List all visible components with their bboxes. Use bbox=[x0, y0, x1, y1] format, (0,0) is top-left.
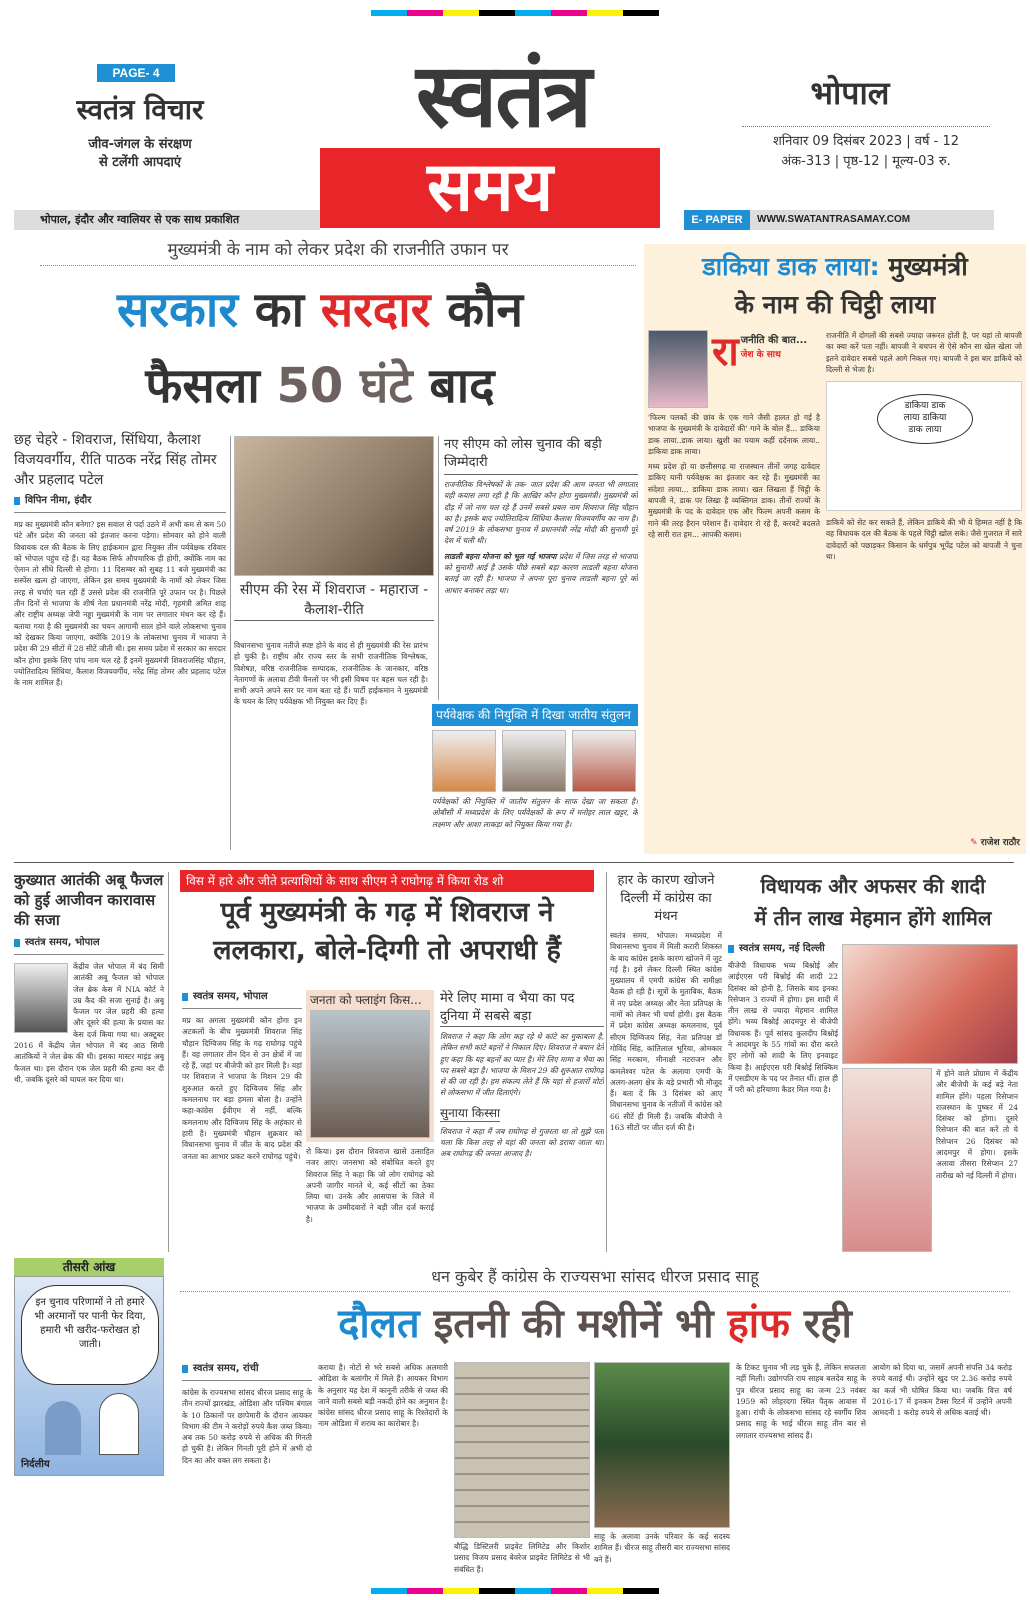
terror-headline[interactable]: कुख्यात आतंकी अबू फैजल को हुई आजीवन कारावास की सजा bbox=[14, 871, 164, 929]
cartoon-label: निर्दलीय bbox=[21, 1459, 50, 1470]
byline-marker-icon bbox=[728, 945, 734, 953]
terror-byline bbox=[14, 936, 164, 955]
sahu-photo-column bbox=[594, 1362, 730, 1582]
mama-heading: मेरे लिए मामा व भैया का पद दुनिया में सबसे बड़ा bbox=[440, 990, 604, 1027]
headline-rest: मुख्यमंत्री bbox=[888, 252, 968, 281]
registration-bar-bottom bbox=[0, 1588, 1030, 1594]
registration-bar-top bbox=[0, 10, 1030, 16]
shivraj-headline[interactable] bbox=[172, 894, 602, 970]
observers-banner: पर्यवेक्षक की नियुक्ति में दिखा जातीय संतुलन bbox=[432, 704, 638, 726]
section-title: स्वतंत्र विचार bbox=[76, 93, 204, 126]
drop-cap: रा bbox=[712, 330, 739, 375]
observer-photo-laxman bbox=[502, 730, 566, 792]
mama-body: शिवराज ने कहा कि लोग कह रहे थे कांटे का मुकाबला है, लेकिन सभी कांटे बहनों ने निकाल दिए। शिवराज ने बयान देते हुए कहा कि यह बहनों का प्यार है। मेरे लिए मामा व भैया का पद सबसे बड़ा है। भाजपा के मिशन 29 की शुरुआत राघोगढ़ से की जा रही है। हम संकल्प लेते हैं कि यहां से हजारों वोटों से लोकसभा में जीत दिलाएंगे। bbox=[440, 1032, 604, 1098]
lead-subhead: छह चेहरे - शिवराज, सिंधिया, कैलाश विजयवर्गीय, रीति पाठक नरेंद्र सिंह तोमर और प्रहलाद पटेल bbox=[14, 432, 217, 488]
date-issue: शनिवार 09 दिसंबर 2023 | वर्ष - 12 bbox=[772, 134, 960, 149]
observers-body: पर्यवेक्षकों की नियुक्ति में जातीय संतुलन के साफ देखा जा सकता है। ओबीसी में मध्यप्रदेश के लिए पर्यवेक्षकों के रूप में मनोहर लाल खट्टर, के लक्ष्मण और आशा लाकड़ा को नियुक्त किया गया है। bbox=[432, 797, 638, 829]
headline-line: में तीन लाख मेहमान होंगे शामिल bbox=[754, 906, 992, 930]
columnist-meta bbox=[741, 330, 807, 362]
lead-body: मप्र का मुख्यमंत्री कौन बनेगा? इस सवाल से पर्दा उठने में अभी कम से कम 50 घंटे और प्रदेश की जनता को इंतजार करना पड़ेगा। सोमवार को होने वाली विधायक दल की बैठक के लिए हाईकमान द्वारा नियुक्त तीन पर्यवेक्षक रविवार को भोपाल पहुंच रहे हैं। यह बैठक सिर्फ औपचारिक ही होगी, क्योंकि नाम का ऐलान तो सीधे दिल्ली से होगा। 11 दिसम्बर को सुबह 11 बजे मुख्यमंत्री का सस्पेंस खत्म हो जाएगा, लेकिन इस समय मुख्यमंत्री के नामों को लेकर जिस तरह से चर्चाएं चल रही हैं उससे प्रदेश की राजनीति पूरे उफान पर है। पिछले तीन दिनों से भाजपा के शीर्ष नेता प्रधानमंत्री नरेंद्र मोदी, गृहमंत्री अमित शाह और राष्ट्रीय अध्यक्ष जेपी नड्डा मुख्यमंत्री के नाम पर लगातार मंथन कर रहे हैं। बताया गया है की मुख्यमंत्री का चयन आगामी साल होने वाले लोकसभा चुनाव को देखकर किया जाएगा, क्योंकि 2019 के लोकसभा चुनाव में भाजपा ने प्रदेश की 29 सीटों में 28 सीटें जीती थी। इस समय प्रदेश में सरकार का सरदार कौन होगा इसके लिए पांच नाम चल रहे हैं इनमें मुख्यमंत्री शिवराजसिंह चौहान, ज्योतिरादित्य सिंधिया, कैलाश विजयवर्गीय, नरेंद्र सिंह तोमर और प्रहलाद पटेल के नाम शामिल हैं। bbox=[14, 520, 226, 688]
headline-word: बाद bbox=[429, 358, 495, 414]
caption-body: विधानसभा चुनाव नतीजे स्पष्ट होने के बाद से ही मुख्यमंत्री की रेस प्रारंभ हो चुकी है। राष्ट्रीय और राज्य स्तर के सभी राजनीतिक विश्लेषक, विशेषज्ञ, वरिष्ठ राजनीतिक सम्पादक, राजनीतिक के जानकार, वरिष्ठ नेतागणों के अलावा टीवी चैनलों पर भी इसी विषय पर बहस चल रही है। सभी अपने अपने स्तर पर नाम बता रहे हैं। पार्टी हाईकमान ने मुख्यमंत्री के चयन के लिए पर्यवेक्षक भी नियुक्त कर दिए हैं। bbox=[234, 641, 428, 707]
columnist-title bbox=[712, 330, 807, 374]
photo-caption-heading: सीएम की रेस में शिवराज - महाराज - कैलाश-रीति bbox=[234, 580, 434, 621]
shivraj-body bbox=[182, 1015, 302, 1162]
columnist-name: जेश के साथ bbox=[740, 350, 781, 360]
side-body: राजनीतिक विश्लेषकों के तक- जात प्रदेश की आम जनता भी लगातार यही कयास लगा रही है कि आखिर कौन होगा मुख्यमंत्री। मुख्यमंत्री को दौड़ में जो नाम चल रहे हैं उनमें सबसे प्रबल नाम शिवराज सिंह चौहान का है। इसके बाद ज्योतिरादित्य सिंधिया कैलाश विजयवर्गीय का नाम है। वर्ष 2019 के लोकसभा चुनाव में प्रधानमंत्री नरेंद्र मोदी की सुनामी पूरे देश में चली थी। bbox=[444, 480, 638, 546]
terror-body-text: केंद्रीय जेल भोपाल में बंद सिमी आतंकी अबू फैजल को भोपाल जेल ब्रेक केस में NIA कोर्ट ने उम्र कैद की सजा सुनाई है। अबू फैजल पर जेल प्रहरी की हत्या और दूसरे की हत्या के प्रयास का केस दर्ज किया गया था। अक्टूबर 2016 में केंद्रीय जेल भोपाल में बंद आठ सिमी आतंकियों ने जेल ब्रेक की थी। इसका मास्टर माइंड अबू फैजल था। इस दौरान एक जेल प्रहरी की हत्या कर दी थी, जबकि दूसरे को घायल कर दिया था। bbox=[14, 962, 164, 1084]
divider bbox=[742, 126, 990, 127]
headline-line: ललकारा, बोले-दिग्गी तो अपराधी हैं bbox=[213, 935, 561, 966]
section-teaser[interactable] bbox=[40, 136, 240, 172]
byline-text: स्वतंत्र समय, भोपाल bbox=[193, 991, 268, 1002]
section-divider bbox=[14, 862, 1014, 863]
byline-marker-icon bbox=[182, 993, 188, 1001]
sahu-photo-caption: साहू के अलावा उनके परिवार के कई सदस्य शामिल हैं। धीरज साहू तीसरी बार राज्यसभा सांसद बने हैं। bbox=[594, 1532, 730, 1564]
byline-text: स्वतंत्र समय, भोपाल bbox=[25, 937, 100, 948]
rally-column bbox=[306, 990, 434, 1254]
side-heading: नए सीएम को लोस चुनाव की बड़ी जिम्मेदारी bbox=[444, 436, 638, 475]
column-body-bottom: डाकिये को सेट कर सकते हैं, लेकिन डाकिये की भी ये हिम्मत नहीं है कि वह विधायक दल की बैठक के पहले चिट्ठी खोल सके। जैसे गुजरात में सारे दावेदारों को पछाड़कर किसान के धर्मपुत्र भूपेंद्र पटेल को बापजी ने चुना था। bbox=[826, 518, 1022, 562]
cartoon-title: तीसरी आंख bbox=[14, 1258, 164, 1276]
byline-text: स्वतंत्र समय, रांची bbox=[193, 1363, 259, 1374]
shivraj-header bbox=[172, 870, 602, 984]
sunaya-heading: सुनाया किस्सा bbox=[440, 1105, 501, 1120]
headline-word: 50 घंटे bbox=[276, 358, 413, 414]
observer-photo-lakra bbox=[572, 730, 636, 792]
paper-logo-top: स्वतंत्र bbox=[416, 44, 590, 147]
column-rule bbox=[438, 436, 439, 700]
headline-line: विधायक और अफसर की शादी bbox=[760, 874, 986, 898]
wedding-body-2: में होने वाले प्रोग्राम में केंद्रीय और बीजेपी के कई बड़े नेता शामिल होंगे। पहला रिसेप्शन राजस्थान के पुष्कर में 24 दिसंबर को होगा। दूसरे रिसेप्शन की बात करें तो ये रिसेप्शन 26 दिसंबर को आदमपुर में होगा। इसके अलावा तीसरा रिसेप्शन 27 तारीख को नई दिल्ली में होगा। bbox=[936, 1069, 1018, 1180]
shivraj-byline bbox=[182, 990, 302, 1009]
wedding-left-column bbox=[728, 942, 838, 1254]
congress-story bbox=[610, 872, 722, 1254]
wedding-byline bbox=[728, 942, 838, 956]
cartoon-figure-left bbox=[45, 1401, 81, 1455]
cash-body-1: कांग्रेस के राज्यसभा सांसद धीरज प्रसाद साहू के तीन राज्यों झारखंड, ओडिशा और पश्चिम बंगाल के 10 ठिकानों पर छापेमारी के दौरान आयकर विभाग की टीम ने करोड़ों रुपये कैश जब्त किया। अब तक 50 करोड़ रुपये से अधिक की गिनती हो चुकी है। लेकिन गिनती पूरी होने में अभी दो दिन का और वक्त लग सकता है। bbox=[182, 1388, 312, 1465]
observers-block bbox=[432, 704, 638, 850]
accused-photo bbox=[14, 963, 68, 1033]
cash-body-4: आयोग को दिया था, जसमें अपनी संपत्ति 34 करोड़ रुपये बताई थी। उन्होंने खुद पर 2.36 करोड़ रुपये का कर्ज भी घोषित किया था। जबकि वित्त वर्ष 2016-17 में इनकम टैक्स रिटर्न में उन्होंने अपनी आमदनी 1 करोड़ रुपये से अधिक बताई थी। bbox=[872, 1363, 1012, 1418]
cash-bundles-photo bbox=[454, 1362, 590, 1538]
dakiya-left-column bbox=[648, 330, 820, 830]
columnist-photo bbox=[648, 330, 708, 408]
shivraj-body-2: उन्होंने कहा-कांग्रेस ईवीएम से नहीं, बल्कि कमलनाथ और दिग्विजय सिंह के अहंकार से हारी है। मुख्यमंत्री चौहान शुक्रवार को विधानसभा चुनाव में जीत के बाद प्रदेश की जनता का आभार प्रकट करने राघोगढ़ पहुंचे। bbox=[182, 1095, 302, 1161]
cash-kicker: धन कुबेर हैं कांग्रेस के राज्यसभा सांसद धीरज प्रसाद साहू bbox=[180, 1266, 1010, 1292]
side-sub-body: प्रदेश में जिस तरह से भाजपा को सुनामी आई है उसके पीछे सबसे बड़ा कारण लाडली बहना योजना बताई जा रही है। भाजपा ने अपना पूरा चुनाव लाडली बहना पूरे को आधार बनाकर लड़ा था। bbox=[444, 551, 638, 595]
column-rule bbox=[606, 872, 607, 1252]
page-number-badge: PAGE- 4 bbox=[97, 64, 175, 82]
election-cartoon bbox=[14, 1276, 164, 1476]
shivraj-banner: विस में हारे और जीते प्रत्याशियों के साथ सीएम ने राघोगढ़ में किया रोड शो bbox=[180, 870, 594, 892]
terror-body bbox=[14, 961, 164, 1085]
lead-byline bbox=[14, 494, 226, 513]
mama-column bbox=[440, 990, 604, 1254]
edition-city: भोपाल bbox=[810, 74, 890, 112]
cartoon-line: डाक लाया bbox=[908, 425, 942, 436]
headline-word: फैसला bbox=[145, 358, 260, 414]
cash-byline bbox=[182, 1362, 312, 1381]
issue-details: अंक-313 | पृष्ठ-12 | मूल्य-03 रु. bbox=[781, 154, 951, 169]
shivraj-left-column bbox=[182, 990, 302, 1254]
byline-marker-icon bbox=[14, 497, 20, 505]
wedding-headline[interactable] bbox=[726, 870, 1020, 934]
headline-word: कौन bbox=[447, 282, 524, 338]
headline-word: सरदार bbox=[320, 282, 431, 338]
column-signature bbox=[920, 836, 1020, 850]
wedding-photo-1 bbox=[842, 944, 1018, 1064]
byline-marker-icon bbox=[14, 939, 20, 947]
headline-word: सरकार bbox=[116, 282, 238, 338]
column-body: मध्य प्रदेश हो या छत्तीसगढ़ या राजस्थान तीनों जगह दावेदार डाकिए यानी पर्यवेक्षक का इंतजार कर रहे हैं। मुख्यमंत्री का संदेशा लाया... डाकिया डाक लाया। खत लिखता हैं चिट्ठी के बापजी ने, डाक पर लिखा है व्यक्तिगत डाक। तीनों राज्यों के मुख्यमंत्री के पद के दावेदार एक और फिल्म अपनी कसम के गाने की तरह हैरान परेशान हैं। दावेदार रो रहे हैं, करवटें बदलते रहे सारी रात हम... आपकी कसम। bbox=[648, 462, 820, 539]
section-teaser-line: जीव-जंगल के संरक्षण bbox=[88, 137, 192, 152]
rally-photo bbox=[310, 1010, 430, 1138]
cartoon-figure-right bbox=[99, 1393, 139, 1455]
cash-headline[interactable] bbox=[180, 1296, 1010, 1352]
cash-column-1 bbox=[182, 1362, 312, 1582]
headline-line: पूर्व मुख्यमंत्री के गढ़ में शिवराज ने bbox=[220, 897, 554, 928]
column-body-right: राजनीति में दोगलों की सबसे ज्यादा जरूरत होती है, पर यहां तो बापजी का क्या करें पता नहीं। बापजी ने बचपन से ऐसे कौन सा खेल खेला जो इतने दावेदार सबसे पहले आगे निकल गए। बापजी ने इस बार डाकिये को दिल्ली से भेजा है। bbox=[826, 331, 1022, 374]
side-sub bbox=[444, 551, 638, 596]
lead-kicker: मुख्यमंत्री के नाम को लेकर प्रदेश की राजनीति उफान पर bbox=[40, 238, 636, 266]
columnist-header bbox=[648, 330, 820, 408]
terror-story bbox=[14, 870, 164, 1252]
website-link[interactable]: WWW.SWATANTRASAMAY.COM bbox=[757, 214, 911, 225]
congress-heading[interactable]: हार के कारण खोजने दिल्ली में कांग्रेस का मंथन bbox=[617, 873, 715, 924]
headline-word: हांफ bbox=[727, 1301, 790, 1347]
lead-photo-shivraj-bouquet bbox=[234, 436, 434, 576]
side-column bbox=[444, 436, 638, 700]
cash-photo-caption: बौद्धि डिस्टिलरी प्राइवेट लिमिटेड और किशोर प्रसाद विजय प्रसाद बेवरेज प्राइवेट लिमिटेड से भी संबंधित हैं। bbox=[454, 1542, 590, 1574]
cartoon-speech: इन चुनाव परिणामों ने तो हमारे भी अरमानों पर पानी फेर दिया, हमारी भी खरीद-फरोखत हो जाती। bbox=[21, 1285, 159, 1385]
byline-marker-icon bbox=[182, 1365, 188, 1373]
signature-text: राजेश राठौर bbox=[980, 838, 1020, 848]
dateline bbox=[742, 132, 990, 172]
cash-body-3: के टिकट चुनाव भी लड़ चुके हैं, लेकिन सफलता नहीं मिली। उद्योगपति राय साहब बलदेव साहू के पुत्र धीरज प्रसाद साहू का जन्म 23 नवंबर 1959 को लोहरदगा स्थित पैतृक आवास में हुआ। रांची के लोकसभा सांसद रहे स्वर्गीय शिव प्रसाद साहू के भाई धीरज साहू तीन बार से लगातार राज्यसभा सांसद हैं। bbox=[736, 1363, 866, 1440]
byline-text: स्वतंत्र समय, नई दिल्ली bbox=[739, 943, 825, 954]
byline-text: विपिन नीमा, इंदौर bbox=[25, 495, 92, 506]
dakiya-right-column bbox=[826, 330, 1022, 830]
observer-photo-khattar bbox=[432, 730, 496, 792]
lead-photo-block bbox=[234, 436, 434, 632]
headline-word: रही bbox=[803, 1301, 852, 1347]
postman-cartoon bbox=[826, 381, 1022, 511]
section-teaser-line: से टलेंगी आपदाएं bbox=[98, 155, 182, 170]
headline-word: इतनी की मशीनें भी bbox=[433, 1301, 714, 1347]
column-rule bbox=[230, 436, 231, 850]
cartoon-speech-bubble bbox=[877, 394, 973, 444]
rally-photo-box bbox=[306, 990, 434, 1142]
wedding-photo-2 bbox=[842, 1068, 932, 1252]
sahu-photo bbox=[594, 1362, 730, 1528]
column-rule bbox=[168, 872, 169, 1252]
wedding-body: बीजेपी विधायक भव्य बिश्नोई और आईएएस परी बिश्नोई की शादी 22 दिसंबर को होनी है, जिसके बाद इनका रिसेप्शन 3 राज्यों में होगा। इस शादी में तीन लाख से ज्यादा मेहमान शामिल होंगे। भव्य बिश्नोई आदमपुर से बीजेपी विधायक हैं। पूर्व सांसद कुलदीप बिश्नोई ने आदमपुर के 55 गांवों का दौरा करते हुए लोगों को शादी के लिए इनवाइट किया है। आईएएस परी बिश्नोई सिक्किम में एसडीएम के पद पर तैनात थीं। हाल ही में परी को हरियाणा कैडर मिल गया है। bbox=[728, 961, 838, 1095]
sunaya-body: शिवराज ने कहा मैं जब राघोगढ़ से गुजरता था तो मुझे पता चला कि किस तरह से यहां की जनता को डराया जाता था। अब राघोगढ़ की जनता आजाद है। bbox=[440, 1126, 604, 1159]
cash-body-2: कराया है। नोटों से भरे सबसे अधिक अलमारी ओडिशा के बलांगीर में मिले हैं। आयकर विभाग के अनुसार यह देश में कानूनी तरीके से जब्त की जाने वाली सबसे बड़ी नकदी होने का अनुमान है। कांग्रेस सांसद धीरज प्रसाद साहू के रिश्तेदारों के नाम ओडिशा में शराब का कारोबार है। bbox=[318, 1363, 448, 1429]
paper-logo-bottom: समय bbox=[320, 148, 660, 228]
rally-body: रो किया। इस दौरान शिवराज खासे उत्साहित नजर आए। जनसभा को संबोधित करते हुए शिवराज सिंह ने कहा कि जो लोग राघोगढ़ को अपनी जागीर मानते थे, कई सीटों का ठेका लिया था। उनके और आसपास के जिले में भाजपा के उम्मीदवारों ने बड़ी जीत दर्ज कराई है। bbox=[306, 1147, 434, 1224]
headline-blue: डाकिया डाक लाया: bbox=[702, 252, 880, 281]
pen-icon: ✎ bbox=[970, 838, 978, 848]
rally-photo-caption: जनता को फ्लाइंग किस... bbox=[310, 993, 422, 1007]
cartoon-line: लाया डाकिया bbox=[903, 413, 947, 424]
shivraj-body-1: मप्र का अगला मुख्यमंत्री कौन होगा इन अटकलों के बीच मुख्यमंत्री शिवराज सिंह चौहान दिग्विजय सिंह के गढ़ राघोगढ़ पहुंचे हैं। वह लगातार तीन दिन से उन क्षेत्रों में जा रहे हैं, जहां पर बीजेपी को हार मिली है। यहां पर शिवराज ने भाजपा के मिशन 29 की शुरुआत करते हुए दिग्विजय सिंह और कमलनाथ पर बड़ा हमला बोला है। bbox=[182, 1016, 302, 1105]
headline-word: दौलत bbox=[338, 1301, 420, 1347]
epaper-link[interactable]: E- PAPER bbox=[684, 210, 750, 230]
lead-left-column bbox=[14, 430, 226, 850]
headline-word: का bbox=[254, 282, 304, 338]
side-subheading: लाडली बहना योजना को भूल गई भाजपा bbox=[444, 551, 557, 561]
column-name: जनीति की बात... bbox=[740, 335, 808, 346]
observer-photos bbox=[432, 730, 638, 792]
cash-photo-column bbox=[454, 1362, 590, 1582]
column-intro: 'फिल्म पलकों की छांव के एक गाने जैसी हालत हो गई है भाजपा के मुख्यमंत्री के दावेदारों की' गाने के बोल हैं... डाकिया डाक लाया..डाक लाया। खुशी का पयाम कहीं दर्दनाक लाया.. डाकिया डाक लाया। bbox=[648, 413, 820, 456]
lead-headline[interactable] bbox=[0, 272, 640, 424]
published-from: भोपाल, इंदौर और ग्वालियर से एक साथ प्रकाशित bbox=[40, 213, 240, 226]
headline-rest-line2: के नाम की चिट्ठी लाया bbox=[734, 290, 936, 319]
dakiya-headline[interactable] bbox=[646, 248, 1024, 324]
congress-body: स्वतंत्र समय, भोपाल। मध्यप्रदेश में विधानसभा चुनाव में मिली करारी शिकस्त के बाद कांग्रेस इसके कारण खोजने में जुट गई है। इसे लेकर दिल्ली स्थित कांग्रेस मुख्यालय में एमपी कांग्रेस की समीक्षा बैठक हो रही है। सूत्रों के मुताबिक, बैठक में नए प्रदेश अध्यक्ष और नेता प्रतिपक्ष के नामों को लेकर भी चर्चा होगी। इस बैठक में प्रदेश कांग्रेस अध्यक्ष कमलनाथ, पूर्व सीएम दिग्विजय सिंह, नेता प्रतिपक्ष डॉ गोविंद सिंह, कांतिलाल भूरिया, ओमकार सिंह मरकाम, मीनाक्षी नटराजन और कमलेश्वर पटेल के अलावा एमपी के अलग-अलग क्षेत्र के बड़े प्रभारी भी मौजूद हैं। बता दें कि 3 दिसंबर को आए विधानसभा चुनाव के नतीजों में कांग्रेस को 66 सीटें ही मिली हैं। जबकि बीजेपी ने 163 सीटों पर जीत दर्ज की है। bbox=[610, 931, 722, 1133]
cartoon-line: डाकिया डाक bbox=[904, 401, 946, 412]
